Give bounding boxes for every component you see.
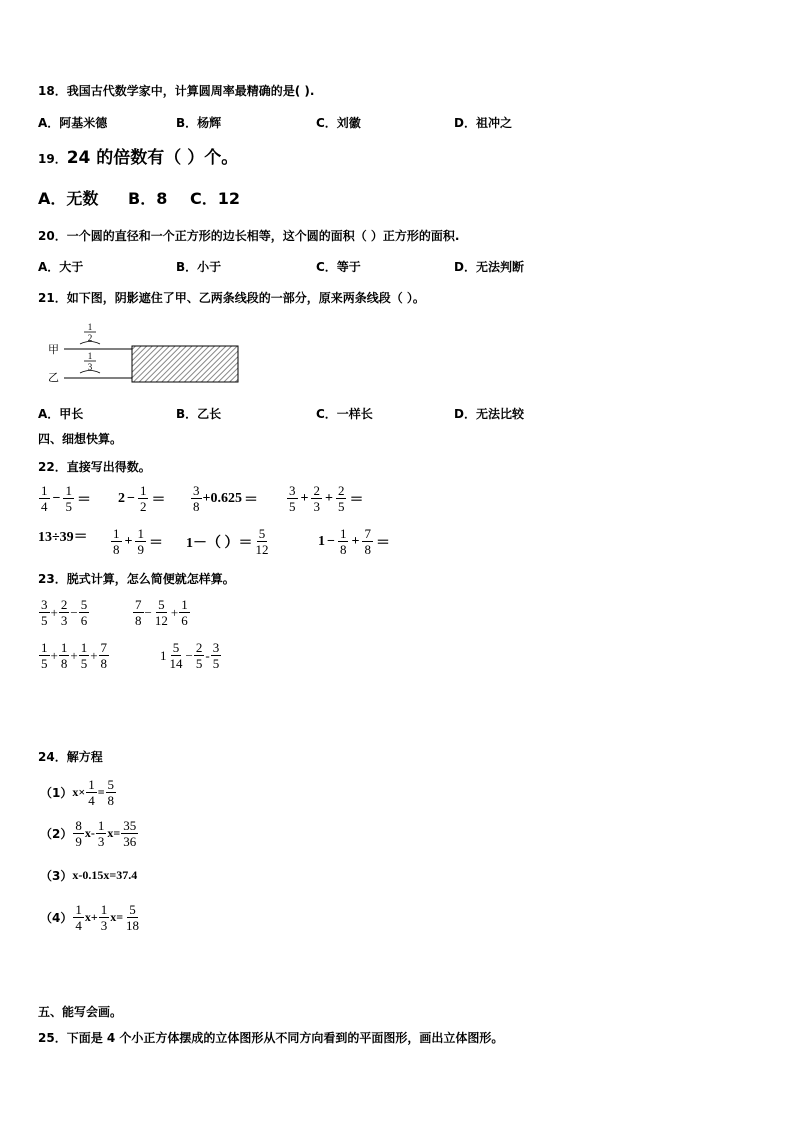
section-5-heading: 五、能写会画。	[38, 1005, 123, 1019]
q23-expr-4: 1 $\frac{5}{14}$ − $\frac{2}{5}$ - $\frac{3}{5}$	[160, 640, 220, 671]
q23-expr-3: $\frac{1}{5}$ + $\frac{1}{8}$ + $\frac{1}{5}$ + $\frac{7}{8}$	[41, 640, 108, 671]
q25-stem: 25．下面是 4 个小正方体摆成的立体图形从不同方向看到的平面图形，画出立体图形。	[38, 1031, 504, 1045]
q18-stem: 18．我国古代数学家中，计算圆周率最精确的是( ).	[38, 84, 315, 98]
q24-eq-3: （3） x-0.15x=37.4	[40, 868, 138, 883]
q22-expr-6: $\frac{1}{8}$ + $\frac{1}{9}$ ＝	[113, 526, 163, 557]
q22-expr-4: $\frac{3}{5}$ + $\frac{2}{3}$ + $\frac{2}{5}$ ＝	[289, 483, 364, 514]
q20-option-d: D．无法判断	[454, 260, 524, 274]
q24-stem: 24．解方程	[38, 750, 103, 764]
q20-option-a: A．大于	[38, 260, 84, 274]
q21-option-a: A．甲长	[38, 407, 84, 421]
q21-frac-top-n: 1	[87, 322, 93, 332]
q22-stem: 22．直接写出得数。	[38, 460, 151, 474]
q24-eq-4: （4） $\frac{1}{4}$ x+ $\frac{1}{3}$ x= $\frac{5}{18}$	[40, 902, 140, 933]
q21-frac-bottom-d: 3	[87, 362, 93, 372]
q22-expr-8: 1 − $\frac{1}{8}$ + $\frac{7}{8}$ ＝	[318, 526, 390, 557]
q21-shaded-block	[132, 346, 238, 382]
q21-frac-top-d: 2	[87, 333, 93, 343]
q21-segment-figure	[40, 322, 250, 390]
q21-stem: 21．如下图，阴影遮住了甲、乙两条线段的一部分，原来两条线段（ ）。	[38, 291, 425, 305]
q24-eq-1: （1） x× $\frac{1}{4}$ = $\frac{5}{8}$	[40, 777, 115, 808]
q21-frac-bottom-n: 1	[87, 351, 93, 361]
q22-expr-1: $\frac{1}{4}$ − $\frac{1}{5}$ ＝	[41, 483, 91, 514]
q22-expr-2: 2 − $\frac{1}{2}$ ＝	[118, 483, 166, 514]
q21-option-d: D．无法比较	[454, 407, 524, 421]
q18-option-b: B．杨辉	[176, 116, 222, 130]
q19-stem-line	[38, 150, 238, 167]
q22-expr-5: 13÷39＝	[38, 530, 88, 545]
q19-stem: 24 的倍数有（ ）个。	[66, 148, 239, 168]
q23-expr-1: $\frac{3}{5}$ + $\frac{2}{3}$ − $\frac{5}{6}$	[41, 597, 88, 628]
q20-stem: 20．一个圆的直径和一个正方形的边长相等，这个圆的面积（ ）正方形的面积.	[38, 229, 460, 243]
q19-number: 19．	[38, 152, 67, 166]
q19-option-c: C．12	[190, 189, 241, 208]
q18-option-c: C．刘徽	[316, 116, 361, 130]
q18-option-d: D．祖冲之	[454, 116, 512, 130]
q19-option-a: A．无数	[38, 189, 99, 208]
section-4-heading: 四、细想快算。	[38, 432, 123, 446]
q23-stem: 23．脱式计算，怎么简便就怎样算。	[38, 572, 235, 586]
q21-label-jia: 甲	[48, 343, 59, 356]
q22-expr-7: 1－（ ）＝ $\frac{5}{12}$	[186, 526, 269, 557]
q23-expr-2: $\frac{7}{8}$ − $\frac{5}{12}$ + $\frac{1}{6}$	[135, 597, 188, 628]
q22-expr-3: $\frac{3}{8}$ +0.625 ＝	[193, 483, 258, 514]
q24-eq-2: （2） $\frac{8}{9}$ x- $\frac{1}{3}$ x= $\frac{35}{36}$	[40, 818, 137, 849]
q20-option-c: C．等于	[316, 260, 361, 274]
q21-label-yi: 乙	[48, 371, 59, 384]
q21-option-c: C．一样长	[316, 407, 373, 421]
q21-option-b: B．乙长	[176, 407, 222, 421]
q19-option-b: B．8	[128, 189, 168, 208]
q18-option-a: A．阿基米德	[38, 116, 108, 130]
q20-option-b: B．小于	[176, 260, 222, 274]
